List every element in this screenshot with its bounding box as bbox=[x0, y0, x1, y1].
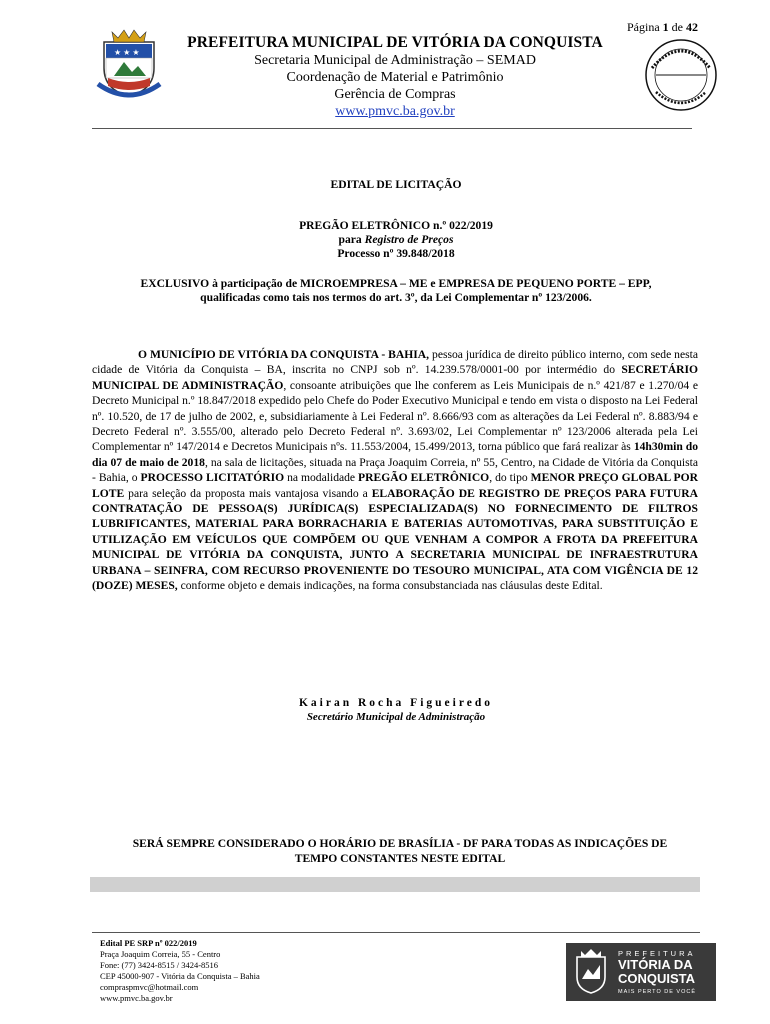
footer-divider bbox=[92, 932, 700, 933]
header-website-link[interactable]: www.pmvc.ba.gov.br bbox=[335, 104, 455, 119]
processo-number: Processo nº 39.848/2018 bbox=[337, 247, 455, 260]
header-title: PREFEITURA MUNICIPAL DE VITÓRIA DA CONQUISTA bbox=[187, 34, 603, 51]
header-gerencia: Gerência de Compras bbox=[334, 87, 456, 102]
footer-edital-ref: Edital PE SRP nº 022/2019 bbox=[100, 938, 197, 948]
footer-address: Praça Joaquim Correia, 55 - Centro bbox=[100, 949, 221, 959]
footer-address-block bbox=[100, 938, 260, 1004]
municipal-crest-icon bbox=[94, 28, 164, 100]
header-secretaria: Secretaria Municipal de Administração – SEMAD bbox=[254, 53, 536, 68]
preamble-paragraph: O MUNICÍPIO DE VITÓRIA DA CONQUISTA - BAHIA, pessoa jurídica de direito público interno, com sede nesta cidade de Vitória da Conquista – BA, inscrita no CNPJ sob nº. 14.239.578/0001-00 por intermédio do SECRETÁRIO MUNICIPAL DE ADMINISTRAÇÃO, consoante atribuições que lhe conferem as Leis Municipais de n.º 421/87 e 1.270/04 e Decreto Municipal n.º 18.847/2018 expedido pelo Chefe do Poder Executivo Municipal e tendo em vista o disposto na Lei Federal nº. 10.520, de 17 de julho de 2002, e, subsidiariamente à Lei Federal nº. 8.666/93 com as alterações da Lei Federal nº. 8.883/94 e Decreto Federal nº. 3.555/00, alterado pelo Decreto Federal nº. 3.693/02, Lei Complementar nº 123/2006 alterada pela Lei Complementar nº 147/2014 e Decretos Municipais nºs. 11.553/2004, 15.499/2013, torna público que fará realizar às 14h30min do dia 07 de maio de 2018, na sala de licitações, situada na Praça Joaquim Correia, nº 55, Centro, na Cidade de Vitória da Conquista - Bahia, o PROCESSO LICITATÓRIO na modalidade PREGÃO ELETRÔNICO, do tipo MENOR PREÇO GLOBAL POR LOTE para seleção da proposta mais vantajosa visando a ELABORAÇÃO DE REGISTRO DE PREÇOS PARA FUTURA CONTRATAÇÃO DE PESSOA(S) JURÍDICA(S) ESPECIALIZADA(S) NO FORNECIMENTO DE FILTROS LUBRIFICANTES, MATERIAL PARA BORRACHARIA E BATERIAS AUTOMOTIVAS, PARA SUBSTITUIÇÃO E UTILIZAÇÃO EM VEÍCULOS QUE COMPÕEM OU QUE VENHAM A COMPOR A FROTA DA PREFEITURA MUNICIPAL DE VITÓRIA DA CONQUISTA, JUNTO A SECRETARIA MUNICIPAL DE INFRAESTRUTURA URBANA – SEINFRA, COM RECURSO PROVENIENTE DO TESOURO MUNICIPAL, ATA COM VIGÊNCIA DE 12 (DOZE) MESES, conforme objeto e demais indicações, na forma consubstanciada nas cláusulas deste Edital. bbox=[92, 348, 699, 593]
footer-phone: Fone: (77) 3424-8515 / 3424-8516 bbox=[100, 960, 219, 970]
signatory-name: Kairan Rocha Figueiredo bbox=[298, 697, 493, 709]
header bbox=[160, 34, 630, 120]
prefeitura-logo: PREFEITURA VITÓRIA DA CONQUISTA MAIS PERTO DE VOCÊ bbox=[566, 943, 716, 1001]
edital-heading: EDITAL DE LICITAÇÃO bbox=[330, 178, 462, 191]
signatory-role: Secretário Municipal de Administração bbox=[306, 711, 486, 723]
exclusivo-line-1: EXCLUSIVO à participação de MICROEMPRESA – ME e EMPRESA DE PEQUENO PORTE – EPP, bbox=[140, 277, 652, 290]
pregao-number: PREGÃO ELETRÔNICO n.º 022/2019 bbox=[299, 219, 493, 232]
grey-separator-bar bbox=[90, 877, 700, 892]
timezone-notice: SERÁ SEMPRE CONSIDERADO O HORÁRIO DE BRASÍLIA - DF PARA TODAS AS INDICAÇÕES DE TEMPO CONSTANTES NESTE EDITAL bbox=[132, 837, 668, 865]
footer-site[interactable]: www.pmvc.ba.gov.br bbox=[100, 993, 173, 1003]
registro-precos-line: para Registro de Preços bbox=[338, 233, 454, 246]
stamp-seal bbox=[642, 34, 720, 116]
exclusivo-line-2: qualificadas como tais nos termos do art. 3º, da Lei Complementar nº 123/2006. bbox=[200, 291, 592, 304]
footer-email[interactable]: compraspmvc@hotmail.com bbox=[100, 982, 199, 992]
page-number: Página 1 de 42 bbox=[627, 20, 698, 34]
header-divider bbox=[92, 128, 692, 129]
footer-cep: CEP 45000-907 - Vitória da Conquista – Bahia bbox=[100, 971, 260, 981]
header-coordenacao: Coordenação de Material e Patrimônio bbox=[286, 70, 504, 85]
svg-text:★ ★ ★: ★ ★ ★ bbox=[114, 48, 140, 57]
city-emblem-icon bbox=[574, 949, 608, 995]
